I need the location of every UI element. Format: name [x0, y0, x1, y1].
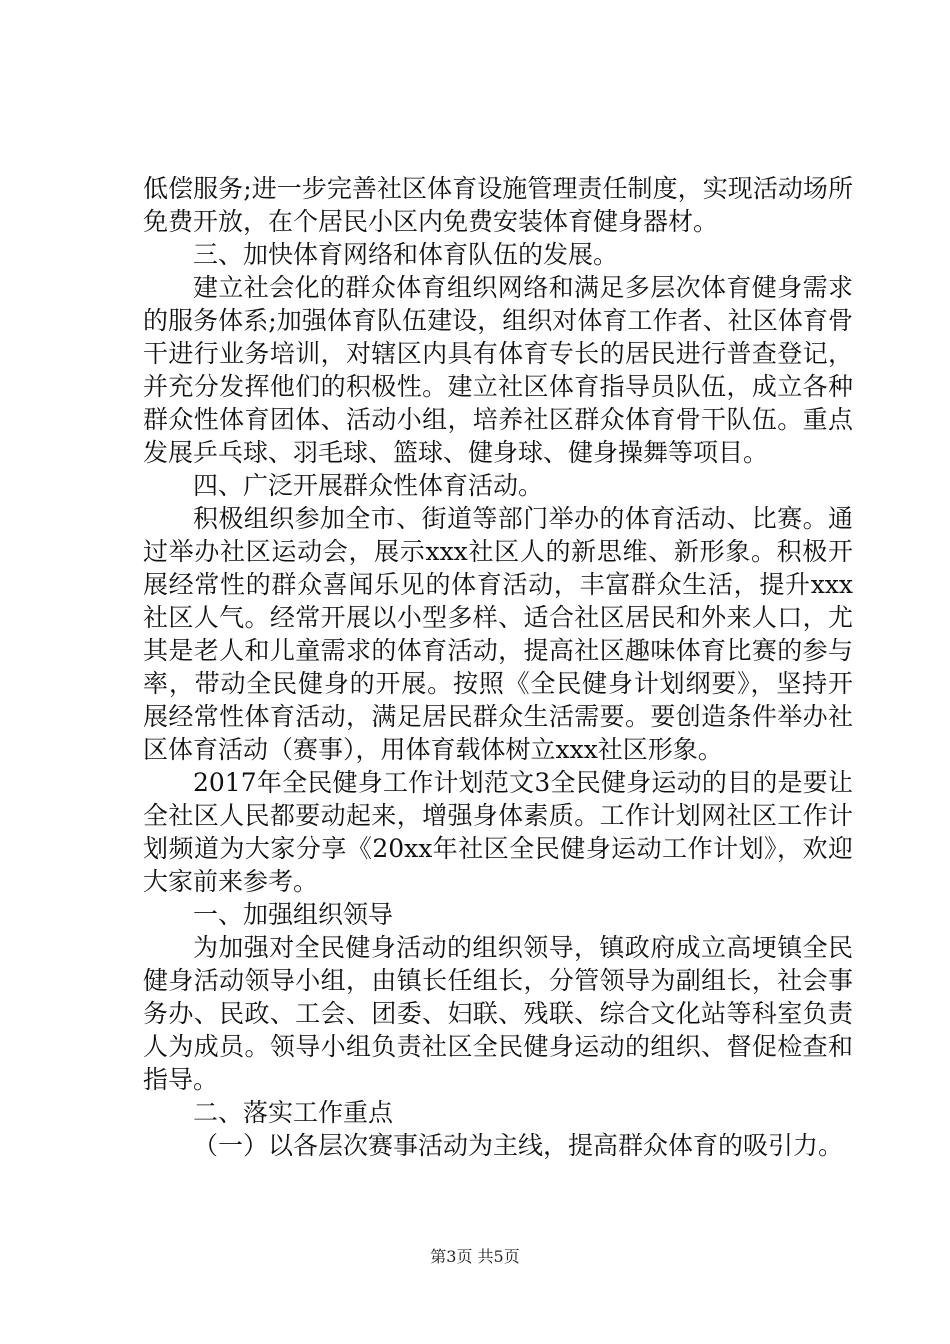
section-heading-1: 一、加强组织领导	[193, 900, 394, 929]
section-heading-2: 二、落实工作重点	[193, 1098, 394, 1127]
paragraph: 为加强对全民健身活动的组织领导，镇政府成立高埂镇全民健身活动领导小组，由镇长任组长，分管领导为副组长，社会事务办、民政、工会、团委、妇联、残联、综合文化站等科室负责人为成员。领导小组负责社区全民健身运动的组织、督促检查和指导。	[143, 933, 853, 1094]
paragraph-continuation: 低偿服务;进一步完善社区体育设施管理责任制度，实现活动场所免费开放，在个居民小区内免费安装体育健身器材。	[143, 174, 853, 236]
paragraph: 建立社会化的群众体育组织网络和满足多层次体育健身需求的服务体系;加强体育队伍建设，组织对体育工作者、社区体育骨干进行业务培训，对辖区内具有体育专长的居民进行普查登记，并充分发挥他们的积极性。建立社区体育指导员队伍，成立各种群众性体育团体、活动小组，培养社区群众体育骨干队伍。重点发展乒乓球、羽毛球、篮球、健身球、健身操舞等项目。	[143, 273, 853, 467]
document-body	[143, 172, 853, 1162]
page-footer: 第3页 共5页	[430, 1247, 520, 1266]
paragraph: 2017年全民健身工作计划范文3全民健身运动的目的是要让全社区人民都要动起来，增强身体素质。工作计划网社区工作计划频道为大家分享《20xx年社区全民健身运动工作计划》，欢迎大家前来参考。	[143, 768, 853, 896]
paragraph: 积极组织参加全市、街道等部门举办的体育活动、比赛。通过举办社区运动会，展示xxx社区人的新思维、新形象。积极开展经常性的群众喜闻乐见的体育活动，丰富群众生活，提升xxx社区人气。经常开展以小型多样、适合社区居民和外来人口，尤其是老人和儿童需求的体育活动，提高社区趣味体育比赛的参与率，带动全民健身的开展。按照《全民健身计划纲要》，坚持开展经常性体育活动，满足居民群众生活需要。要创造条件举办社区体育活动（赛事），用体育载体树立xxx社区形象。	[143, 504, 853, 764]
section-heading-4: 四、广泛开展群众性体育活动。	[193, 471, 544, 500]
section-heading-3: 三、加快体育网络和体育队伍的发展。	[193, 240, 619, 269]
sub-heading: （一）以各层次赛事活动为主线，提高群众体育的吸引力。	[193, 1131, 844, 1160]
